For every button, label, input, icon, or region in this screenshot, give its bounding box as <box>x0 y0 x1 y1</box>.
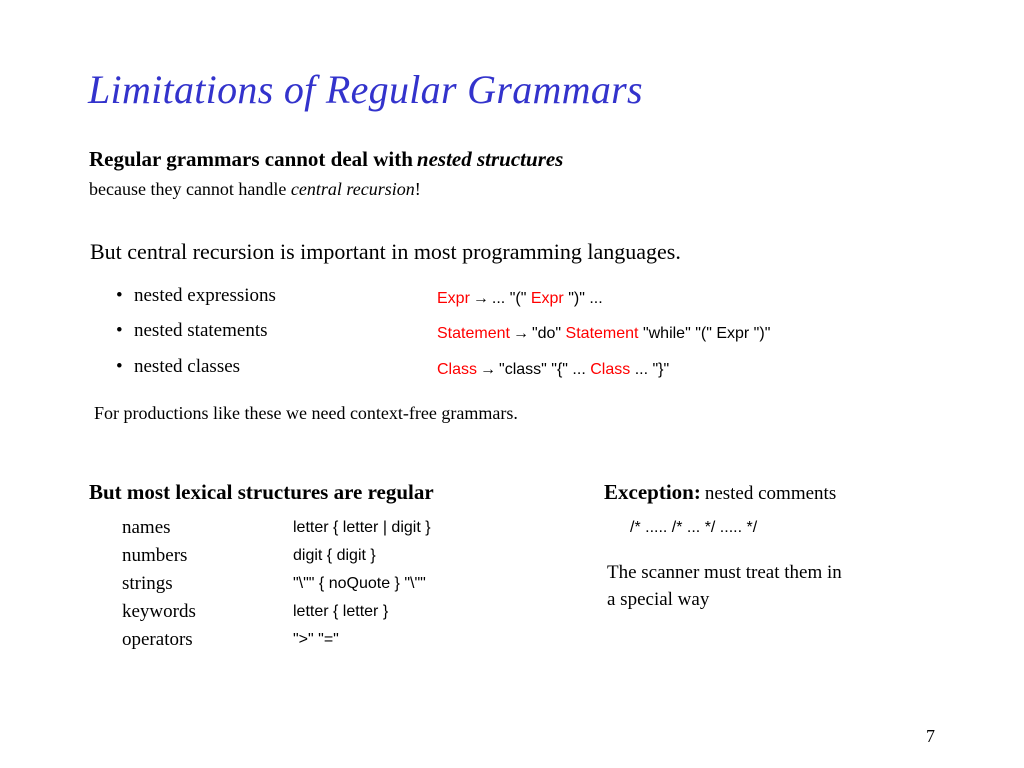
production-lhs: Expr <box>437 290 470 307</box>
lexical-rule: letter { letter } <box>293 603 389 620</box>
intro-line-1 <box>89 147 563 172</box>
lexical-name: names <box>122 517 171 538</box>
lexical-row <box>122 573 542 601</box>
lexical-name: keywords <box>122 601 196 622</box>
lexical-row <box>122 517 542 545</box>
exception-note-line-2: a special way <box>607 589 710 610</box>
lexical-row <box>122 601 542 629</box>
intro-line-2-end: ! <box>414 179 421 199</box>
production-rhs-part: ... "}" <box>634 361 670 378</box>
lexical-heading: But most lexical structures are regular <box>89 480 434 504</box>
lexical-row <box>122 629 542 657</box>
lexical-rule: digit { digit } <box>293 547 376 564</box>
lexical-rule: ">" "=" <box>293 631 339 648</box>
lexical-rule: letter { letter | digit } <box>293 519 431 536</box>
arrow-icon: → <box>472 290 489 307</box>
intro-line-2 <box>89 179 421 200</box>
slide-title: Limitations of Regular Grammars <box>88 67 643 112</box>
intro-line-2-text: because they cannot handle <box>89 179 287 199</box>
bullet-text: nested classes <box>134 356 241 377</box>
intro-bold-italic-text: nested structures <box>416 147 564 171</box>
bullet-item <box>116 285 276 307</box>
exception-example: /* ..... /* ... */ ..... */ <box>630 519 758 536</box>
production-rhs-nonterminal: Expr <box>530 290 564 307</box>
lexical-row <box>122 545 542 573</box>
production-rhs-part: ")" ... <box>568 290 603 307</box>
lexical-name: strings <box>122 573 173 594</box>
production-rhs-part: "while" "(" Expr ")" <box>642 325 771 342</box>
production-rule <box>437 290 603 308</box>
production-lhs: Class <box>437 361 478 378</box>
intro-italic-text: central recursion <box>290 179 415 199</box>
lexical-name: numbers <box>122 545 188 566</box>
exception-label: Exception: <box>604 480 701 504</box>
bullet-item <box>116 356 240 378</box>
production-rhs-nonterminal: Class <box>590 361 631 378</box>
context-free-note: For productions like these we need context-free grammars. <box>94 403 518 423</box>
exception-text: nested comments <box>704 483 837 504</box>
production-rule <box>437 325 770 343</box>
production-rule <box>437 361 669 379</box>
lexical-name: operators <box>122 629 193 650</box>
production-rhs-part: "do" <box>531 325 562 342</box>
production-rhs-part: ... "(" <box>491 290 527 307</box>
production-rhs-nonterminal: Statement <box>565 325 639 342</box>
bullet-text: nested expressions <box>134 285 276 306</box>
bullet-symbol: • <box>116 285 123 306</box>
bullet-item <box>116 320 268 342</box>
lexical-rule: "\"" { noQuote } "\"" <box>293 575 426 592</box>
page-number: 7 <box>926 726 935 746</box>
arrow-icon: → <box>512 325 529 342</box>
production-rhs-part: "class" "{" ... <box>499 361 586 378</box>
bullet-symbol: • <box>116 320 123 341</box>
intro-bold-text: Regular grammars cannot deal with <box>89 147 413 171</box>
central-statement: But central recursion is important in most programming languages. <box>90 239 681 264</box>
production-lhs: Statement <box>437 325 510 342</box>
bullet-symbol: • <box>116 356 123 377</box>
arrow-icon: → <box>480 361 497 378</box>
exception-heading <box>604 480 836 505</box>
exception-note-line-1: The scanner must treat them in <box>607 562 842 583</box>
bullet-text: nested statements <box>134 320 268 341</box>
